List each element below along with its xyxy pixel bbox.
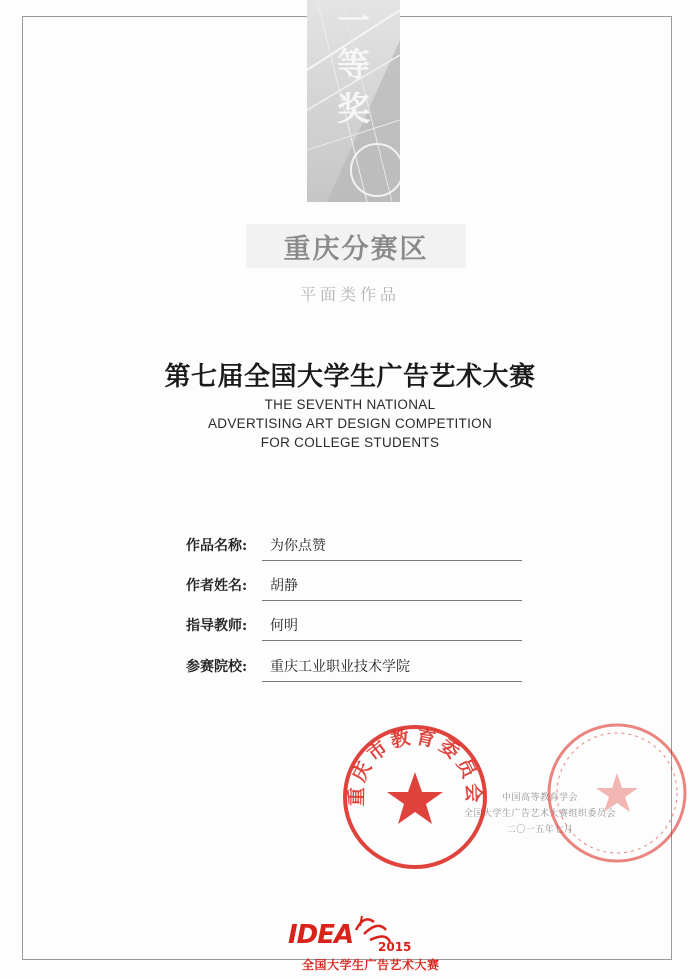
logo-year: 2015: [378, 940, 412, 954]
award-rank-char-2: 等: [337, 45, 370, 84]
competition-title-en-line-1: THE SEVENTH NATIONAL: [264, 397, 436, 412]
issuer-line-2: 全国大学生广告艺术大赛组织委员会: [463, 809, 616, 819]
field-label: 作者姓名:: [186, 578, 248, 594]
field-value: 何明: [270, 618, 298, 634]
field-value: 胡静: [270, 578, 298, 594]
field-underline: [262, 640, 522, 641]
field-underline: [262, 560, 522, 561]
field-underline: [262, 681, 522, 682]
competition-title-en-line-2: ADVERTISING ART DESIGN COMPETITION: [208, 416, 492, 431]
svg-text:重庆市教育委员会: 重庆市教育委员会: [345, 726, 485, 807]
field-value: 重庆工业职业技术学院: [270, 659, 410, 675]
field-label: 参赛院校:: [186, 659, 248, 675]
award-banner: [307, 0, 400, 202]
field-row-work-title: [186, 531, 522, 563]
education-commission-seal: [340, 722, 490, 872]
field-underline: [262, 600, 522, 601]
category-label: 平面类作品: [299, 285, 400, 304]
logo-wordmark: IDEA: [288, 920, 354, 950]
idea-logo: [286, 912, 446, 974]
award-rank-char-1: 一: [337, 1, 370, 40]
field-label: 作品名称:: [186, 538, 248, 554]
logo-subtitle: 全国大学生广告艺术大赛: [302, 958, 440, 972]
competition-title-en-line-3: FOR COLLEGE STUDENTS: [260, 435, 440, 450]
field-row-instructor: [186, 611, 522, 643]
competition-committee-seal: [542, 718, 692, 868]
field-value: 为你点赞: [270, 538, 326, 554]
issue-date: 二〇一五年七月: [506, 825, 574, 835]
field-row-school: [186, 652, 522, 684]
field-label: 指导教师:: [186, 618, 248, 634]
division-label: 重庆分赛区: [246, 224, 466, 268]
issuer-line-1: 中国高等教育学会: [501, 793, 578, 803]
award-rank-char-3: 奖: [337, 89, 370, 128]
competition-title-cn: 第七届全国大学生广告艺术大赛: [164, 362, 536, 392]
field-row-author: [186, 571, 522, 603]
